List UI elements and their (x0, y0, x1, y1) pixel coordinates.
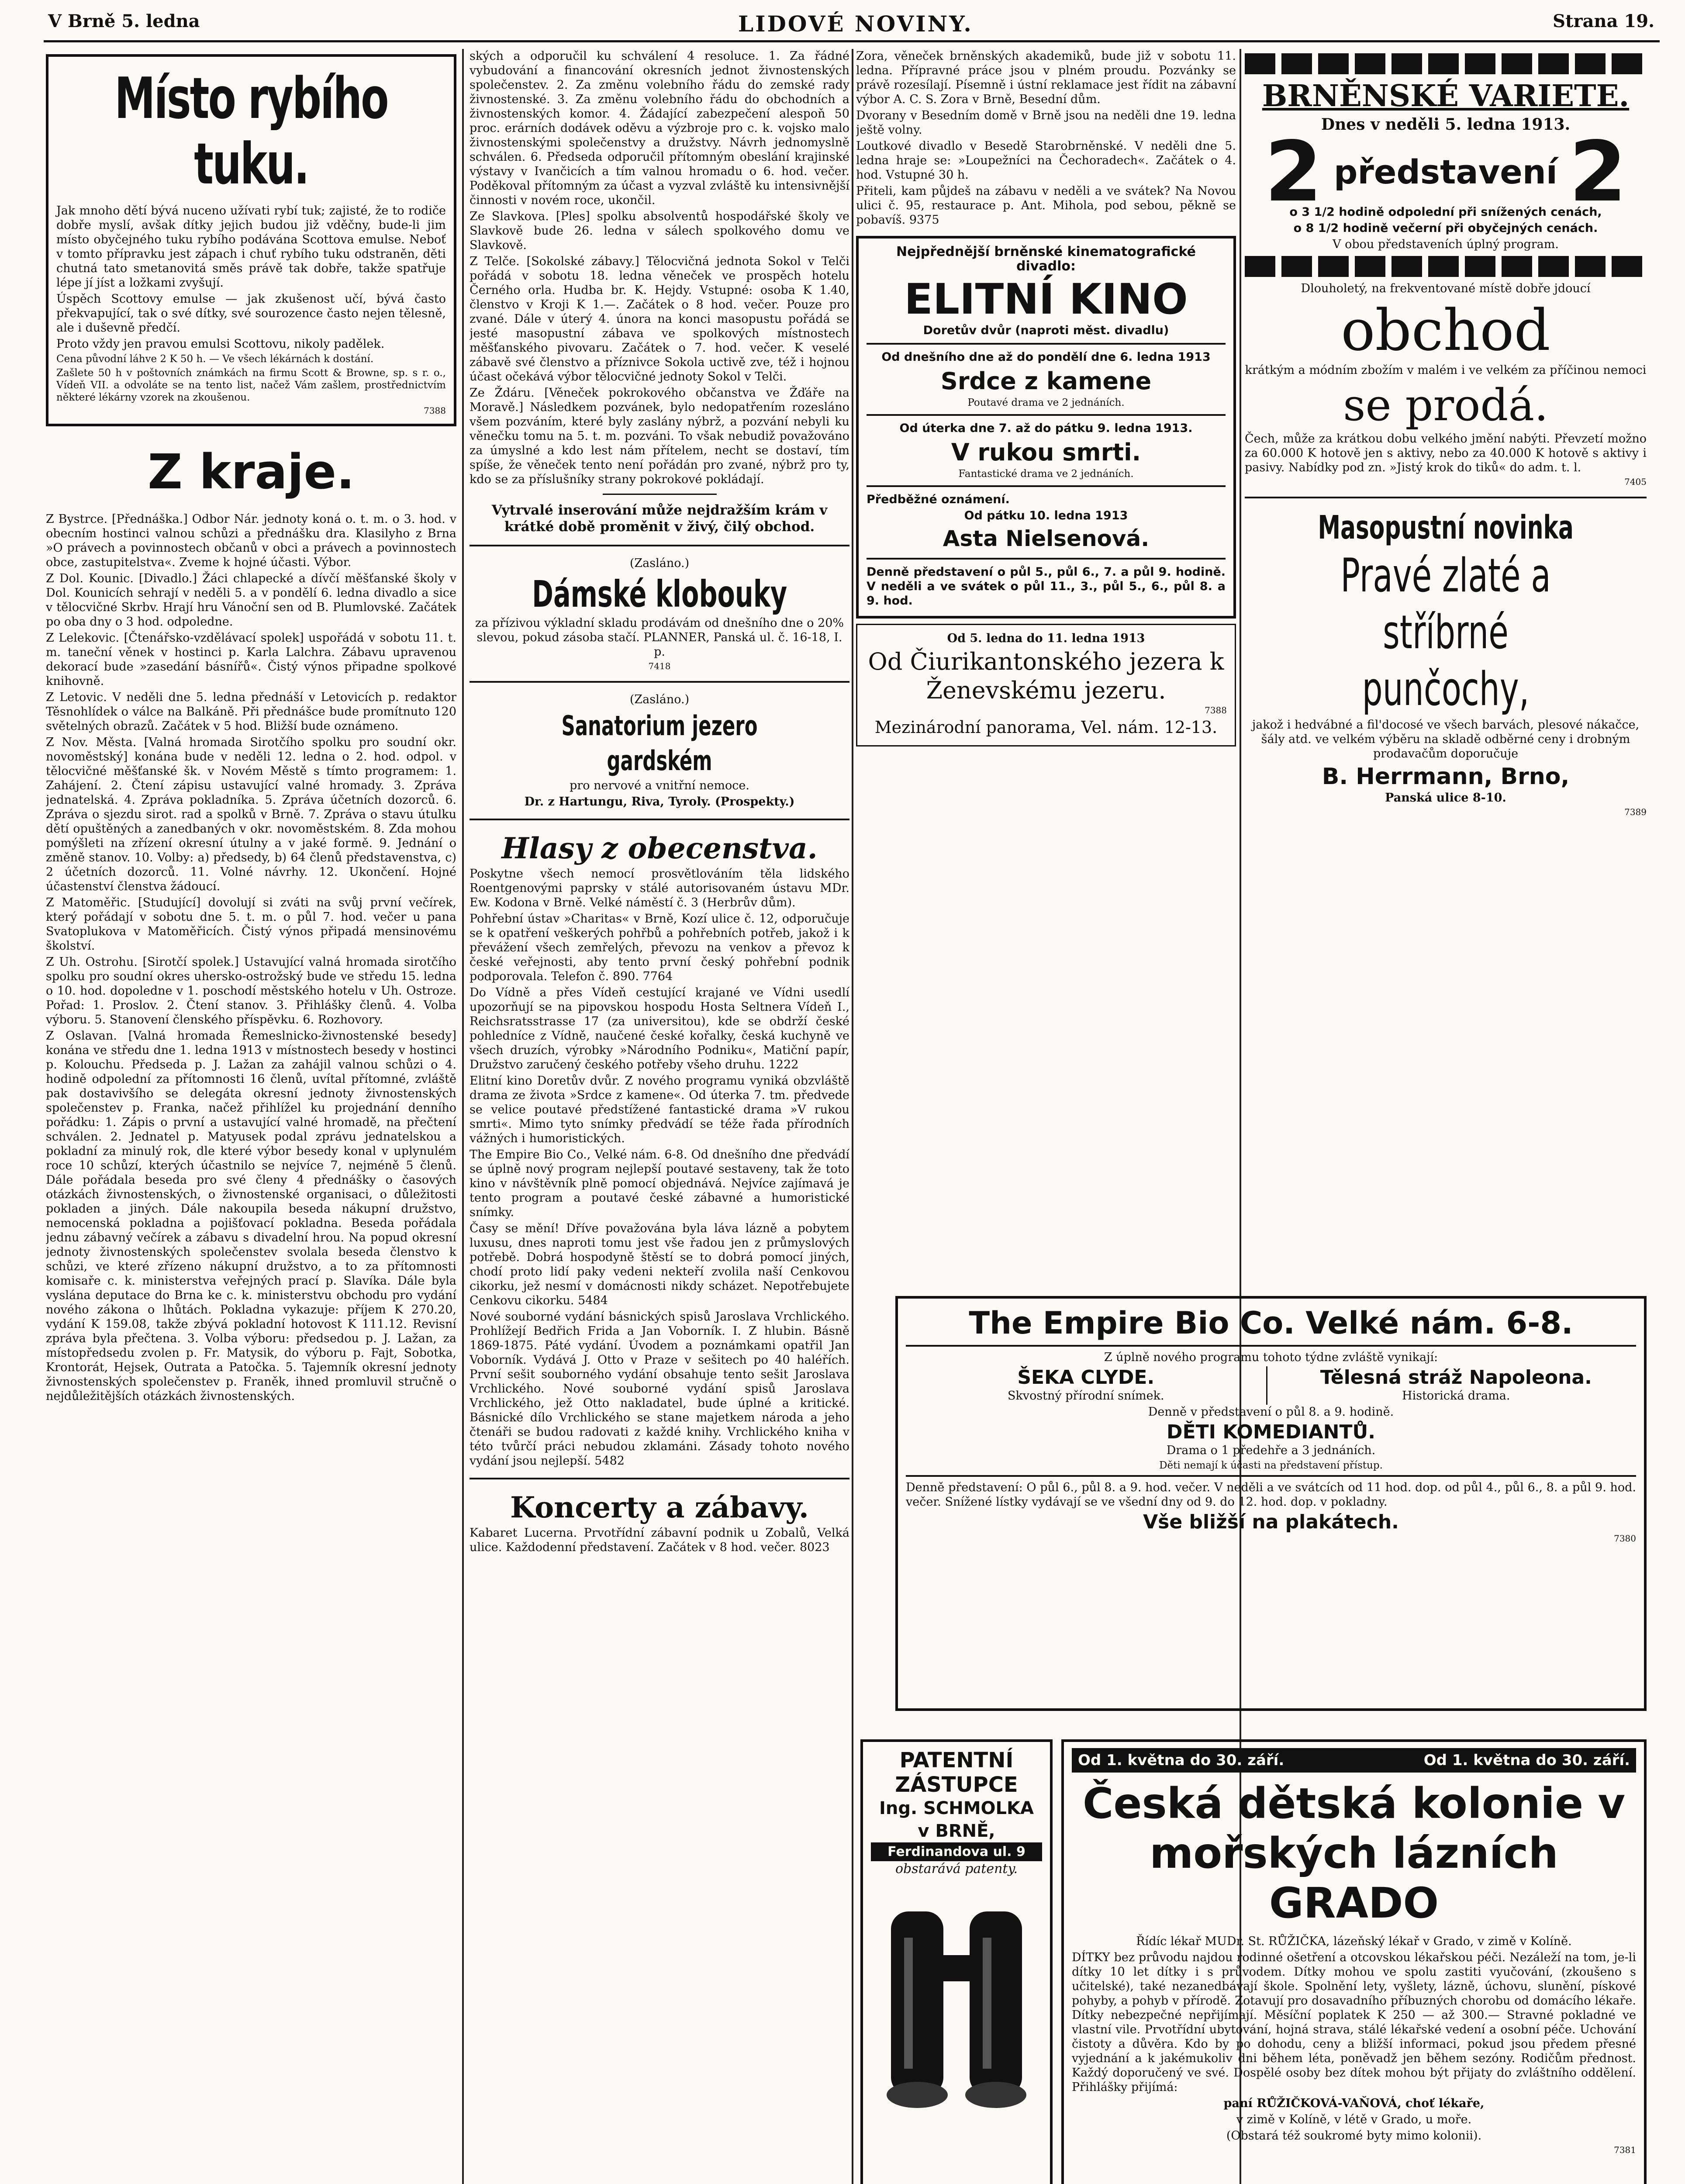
ad-empire-bio (895, 1296, 1647, 1711)
header-masthead: LIDOVÉ NOVINY. (738, 11, 973, 37)
variete-title: BRNĚNSKÉ VARIETE. (1262, 79, 1630, 114)
article-paragraph: Z Telče. [Sokolské zábavy.] Tělocvičná jednota Sokol v Telči pořádá v sobotu 18. ledna věneček ve prospěch hotelu Černého orla. Hudba br. K. Hejdy. Vstupné: osoba K 1.40, členstvo v Kroji K 1.—. Začátek o 8 hod. večer. Pouze pro zvané. Dále v úterý 4. února na konci masopustu pořádá se jesté masopustní zábava ve spolkových místnostech měšťanského pivovaru. Začátek o 7. hod. večer. K veselé zábavě své členstvo a příznivce Sokola uctivě zve, též i hojnou účast očekává výbor tělocvičné jednoty Sokol v Telči. (470, 255, 849, 384)
article-paragraph: Zora, věneček brněnských akademiků, bude již v sobotu 11. ledna. Přípravné práce jsou v plném proudu. Pozvánky se právě rozesílají. Písemně i ústní reklamace jest řídit na zábavní výbor A. C. S. Zora v Brně, Besední dům. (856, 49, 1236, 106)
article-paragraph: The Empire Bio Co., Velké nám. 6-8. Od dnešního dne předvádí se úplně nový program nejlepší poutavé sestaveny, tak že toto kino v návštěvník plně pomocí objednává. Nejvíce zajímavá je tento program a poutavé české zábavné a humoristické snímky. (470, 1148, 849, 1219)
masopust-big: Pravé zlaté a stříbrné punčochy, (1340, 549, 1551, 716)
article-paragraph: Časy se mění! Dříve považována byla láva lázně a pobytem luxusu, dnes naproti tomu jest vše řadou jen z průmyslových potřebě. Dobrá hospodyně štěstí se to dobrá pomocí jiných, chodí proto lidí paky vedeni nekteří zvolila naší Cenkovou cikorku, jež nesmí v domácnosti nikdy scházet. Nepotřebujete Cenkovu cikorku. 5484 (470, 1222, 849, 1307)
obchod-mid: krátkým a módním zbožím v malém i ve velkém za příčinou nemoci (1245, 363, 1647, 377)
ad-klobouky-title: Dámské klobouky (532, 573, 787, 615)
empire-film-left (906, 1366, 1267, 1405)
divider (906, 1345, 1636, 1347)
elitni-date: Od dnešního dne až do pondělí dne 6. ledna 1913 (881, 350, 1211, 364)
masopust-title: Masopustní novinka (1318, 509, 1574, 546)
divider (906, 1475, 1636, 1477)
column-3 (856, 49, 1236, 835)
variete-line: o 8 1/2 hodině večerní při obyčejných cenách. (1293, 221, 1598, 235)
empire-film-title: DĚTI KOMEDIANTŮ. (1167, 1421, 1375, 1443)
ad-vytrvale: Vytrvalé inserování může nejdražším krám v krátké době proměnit v živý, čilý obchod. (491, 502, 828, 535)
empire-mid: Denně v představení o půl 8. a 9. hodině. (1148, 1405, 1394, 1419)
elitni-film-sub: Poutavé drama ve 2 jednáních. (967, 397, 1125, 408)
obchod-pre: Dlouholetý, na frekventované místě dobře jdoucí (1301, 282, 1591, 295)
panorama-code: 7388 (1205, 705, 1227, 715)
empire-note: Děti nemají k účasti na představení přístup. (1159, 1460, 1383, 1471)
masopust-code: 7389 (1624, 807, 1647, 817)
empire-film-sub: Historická drama. (1402, 1389, 1510, 1403)
ad-scott-emulsion (46, 54, 456, 426)
empire-more: Vše bližší na plakátech. (1143, 1511, 1399, 1533)
article-paragraph: Z Bystrce. [Přednáška.] Odbor Nár. jednoty koná o. t. m. o 3. hod. v obecním hostinci valnou schůzi a přednášku dra. Klasilyho z Brna »O právech a povinnostech občanů v obci a právech a povinnostech obce, zastupitelstva«. Zveme k hojné účasti. Výbor. (46, 512, 456, 569)
section-heading: Hlasy z obecenstva. (501, 831, 818, 865)
ad-sanatorium-line: Dr. z Hartungu, Riva, Tyroly. (Prospekty.) (524, 795, 795, 809)
elitni-date: Od úterka dne 7. až do pátku 9. ledna 1913. (899, 422, 1193, 435)
empire-film-title: Tělesná stráž Napoleona. (1320, 1366, 1592, 1389)
obchod-text: Čech, může za krátkou dobu velkého jmění nabýti. Převzetí možno za 60.000 K hotově jen s aktivy, nebo za 40.000 K hotově s aktivy i pasivy. Nabídky pod zn. »Jistý krok do tiků« do adm. t. l. (1245, 432, 1647, 474)
ad-elitni-kino (856, 236, 1236, 619)
section-heading: Koncerty a zábavy. (510, 1490, 809, 1524)
panorama-addr: Mezinárodní panorama, Vel. nám. 12-13. (874, 718, 1218, 737)
article-paragraph: Dvorany v Besedním domě v Brně jsou na neděli dne 19. ledna ještě volny. (856, 109, 1236, 137)
elitni-showtimes: Denně představení o půl 5., půl 6., 7. a půl 9. hodině. V neděli a ve svátek o půl 11., 3., půl 5., 6., půl 8. a 9. hod. (867, 565, 1226, 608)
divider (470, 1478, 849, 1479)
grado-addr: v zimě v Kolíně, v létě v Grado, u moře. (1236, 2113, 1472, 2126)
panorama-date: Od 5. ledna do 11. ledna 1913 (947, 632, 1145, 645)
decorative-bar (1245, 256, 1647, 277)
zaslano-label: (Zasláno.) (629, 556, 690, 570)
article-paragraph: Do Vídně a přes Vídeň cestující krajané ve Vídni usedlí upozorňují se na pipovskou hospodu Hosta Seltnera Vídeň I., Reichsratsstrasse 17 (za universitou), kde se obdrží české pohledníce z Vídně, naučené české kořalky, česká kuchyně ve všech druzích, výrobky »Národního Podniku«, Matiční papír, Družstvo zaručený českého potřeby všeho druhu. 1222 (470, 986, 849, 1071)
article-paragraph: Z Matoměřic. [Studující] dovolují si zváti na svůj první večírek, který pořádají v sobotu dne 5. t. m. o půl 7. hod. večer u pana Svatoplukova v Matoměřicích. Čistý výnos připadá mensinovému školství. (46, 896, 456, 953)
masopust-addr: Panská ulice 8-10. (1385, 791, 1506, 805)
grado-title: Česká dětská kolonie v mořských lázních GRADO (1082, 1779, 1626, 1928)
empire-film-title: ŠEKA CLYDE. (1017, 1366, 1155, 1389)
masopust-firm: B. Herrmann, Brno, (1322, 764, 1570, 790)
elitni-film-title: Asta Nielsenová. (943, 526, 1150, 551)
divider (1245, 497, 1647, 498)
article-paragraph: Z Oslavan. [Valná hromada Řemeslnicko-živnostenské besedy] konána ve středu dne 1. ledna 1913 v místnostech besedy v hostinci p. Kolouchu. Předseda p. J. Lažan za zahájil valnou schůzi o 4. hodině odpolední za přítomnosti 16 členů, uvítal přítomné, zvláště pak dostavivšího se delegáta okresní jednoty živnostenských společenstev p. Franka, načež přihlížel ku projednání denního pořádku: 1. Zápis o první a ustavující valné hromadě, na přečtení schválen. 2. Jednatel p. Matyusek podal zprávu jednatelskou a pokladní za minulý rok, dle které výbor besedy konal v uplynulém roce 10 schůzí, kterých účastnilo se nejvíce 7, nejméně 5 členů. Dále pořádala beseda pro své členy 4 přednášky o časových otázkách živnostenských, o živnostenské organisaci, o důležitosti pokladen a jiných. Dále nakoupila beseda nákupní družstvo, nemocenská pokladna a pojišťovací pokladna. Beseda pořádala jednu zábavný večírek a zábavu s divadelní hrou. Na popud okresní jednoty živnostenských společenstev svolala beseda členstvo k schůzi, ve které zřízeno nákupní družstvo, a to za přítomnosti komisaře c. k. ministerstva veřejných prací p. Slavíka. Dále byla vyslána deputace do Brna ke c. k. ministerstvu obchodu pro vydání nového zákona o lhůtách. Pokladna vykazuje: příjem K 270.20, vydání K 159.08, takže zbývá pokladní hotovost K 111.12. Revisní zpráva byla přečtena. 3. Volba výboru: předsedou p. J. Lažan, za místopředsedu zvolen p. Fr. Matysik, do výboru p. Fajt, Sobotka, Krontorát, Hejsek, Outrata a Patočka. 5. Tajemník okresní jednoty živnostenských společenstev p. Franěk, ihned promluvil stručně o nejdůležitějších otázkách živnostenských. (46, 1029, 456, 1403)
grado-dates: Od 1. května do 30. září. Od 1. května do 30. září. (1072, 1748, 1636, 1773)
ad-scott-text: Proto vždy jen pravou emulsi Scottovu, nikoly padělek. (56, 337, 385, 351)
article-paragraph: Ze Slavkova. [Ples] spolku absolventů hospodářské školy ve Slavkově bude 26. ledna v sálech spolkového domu ve Slavkově. (470, 210, 849, 252)
article-paragraph: ských a odporučil ku schválení 4 resoluce. 1. Za řádné vybudování a financování okresních jednot živnostenských společenstev. 2. Za změnu volebního řádu do zemské rady živnostenské. 3. Za změnu volebního řádu do obchodních a živnostenských komor. 4. Žádající zabezpečení alespoň 50 proc. erárních dodávek oděvu a výzbroje pro c. k. vojsko malo živnostenskými společenstvy a družstvy. Návrh jednomyslně schválen. 6. Předseda odporučil přítomným obeslání krajinské výstavy v Ivančicích a tím valnou hromadu o 6. hod. večer. Poděkoval přítomným za účast a vyzval zvláště ku intensivnější činnosti v novém roce, ukončil. (470, 49, 849, 207)
article-paragraph: Z Dol. Kounic. [Divadlo.] Žáci chlapecké a dívčí měšťanské školy v Dol. Kounicích sehrají v neděli 5. a v pondělí 6. ledna divadlo a sice v tělocvičné Skrbv. Hrají hru Vánoční sen od B. Plumlovské. Začátek po oba dny o 3 hod. odpoledne. (46, 572, 456, 629)
elitni-addr: Doretův dvůr (naproti měst. divadlu) (923, 324, 1169, 337)
divider (867, 343, 1226, 345)
decorative-bar (1245, 53, 1647, 74)
ad-panorama (856, 624, 1236, 746)
masopust-text: jakož i hedvábné a fil'docosé ve všech barvách, plesové nákačce, šály atd. ve velkém výběru na skladě odběrné ceny i drobným prodavačům doporučuje (1252, 718, 1640, 760)
divider (867, 414, 1226, 416)
empire-intro: Z úplně nového programu tohoto týdne zvláště vynikají: (1104, 1351, 1438, 1364)
divider (470, 819, 849, 820)
elitni-film-sub: Fantastické drama ve 2 jednáních. (958, 468, 1134, 480)
patent-addr: Ferdinandova ul. 9 (871, 1842, 1042, 1861)
ad-sanatorium-title: Sanatorium jezero gardském (561, 710, 758, 777)
hlasy-articles (470, 867, 849, 1468)
divider (867, 485, 1226, 487)
obchod-code: 7405 (1624, 477, 1647, 487)
empire-films (906, 1366, 1636, 1405)
column-2-articles (470, 49, 849, 487)
column-rule (852, 49, 853, 2184)
patent-title: PATENTNÍ ZÁSTUPCE (895, 1748, 1018, 1797)
header-rule (44, 40, 1660, 42)
empire-showtimes: Denně představení: O půl 6., půl 8. a 9. hod. večer. V neděli a ve svátcích od 11 hod. dop. od půl 4., půl 6., 8. a půl 9. hod. večer. Snížené lístky vydávají se ve všední dny od 9. do 12. hod. dop. v pokladny. (906, 1481, 1636, 1509)
ad-scott-note: Zašlete 50 h v poštovních známkách na firmu Scott & Browne, sp. s r. o., Vídeň VII. a odvoláte se na tento list, načež Vám zašlem, prostřednictvím některé lékárny vzorek na zkoušenou. (56, 367, 446, 403)
section-heading: Z kraje. (148, 444, 355, 500)
elitni-pre: Nejpřednější brněnské kinematografické divadlo: (896, 244, 1196, 274)
column-3-articles (856, 49, 1236, 227)
divider (867, 558, 1226, 560)
patent-city: v BRNĚ, (918, 1821, 995, 1841)
article-paragraph: Z Uh. Ostrohu. [Sirotčí spolek.] Ustavující valná hromada sirotčího spolku pro soudní okres uhersko-ostrožský bude ve středu 15. ledna o 10. hod. dopoledne v 1. poschodí městského hotelu v Uh. Ostroze. Pořad: 1. Proslov. 2. Čtení stanov. 3. Přihlášky členů. 4. Volba výboru. 5. Stanovení členského příspěvku. 6. Rozhovory. (46, 955, 456, 1026)
variete-line: o 3 1/2 hodině odpolední při snížených cenách, (1289, 205, 1602, 219)
ad-patent-attorney (860, 1739, 1053, 2184)
elitni-name: ELITNÍ KINO (904, 275, 1188, 324)
ad-scott-title: Místo rybího tuku. (114, 65, 388, 197)
obchod-sale: se prodá. (1343, 380, 1548, 431)
patent-name: Ing. SCHMOLKA (879, 1798, 1034, 1818)
article-paragraph: Z Lelekovic. [Čtenářsko-vzdělávací spolek] uspořádá v sobotu 11. t. m. taneční věnek v hostinci p. Karla Lalchra. Zábavu upravenou dekorací bude »zasedání básnířů«. Čistý výnos připadne spolkové knihovně. (46, 631, 456, 688)
divider (470, 545, 849, 546)
header-date: V Brně 5. ledna (48, 11, 200, 31)
article-paragraph: Elitní kino Doretův dvůr. Z nového programu vyniká obzvláště drama ze života »Srdce z kamene«. Od úterka 7. tm. předvede se velice poutavé předstížené fantastické drama »V rukou smrti«. Mimo tyto snímky předvádí se téže řada přírodních vážných i humoristických. (470, 1074, 849, 1145)
empire-film-sub: Drama o 1 předehře a 3 jednáních. (1166, 1444, 1376, 1457)
ad-grado-colony (1061, 1739, 1647, 2184)
binoculars-icon (874, 1885, 1039, 2130)
article-paragraph: Z Letovic. V neděli dne 5. ledna přednáší v Letovicích p. redaktor Těsnohlídek o válce na Balkáně. Při přednášce bude promítnuto 120 světelných obrazů. Začátek v 5 hod. Bližší bude oznámeno. (46, 691, 456, 733)
variete-performances: 2 představení 2 (1264, 124, 1627, 220)
grado-firm: paní RŮŽIČKOVÁ-VAŇOVÁ, choť lékaře, (1223, 2097, 1485, 2110)
koncerty-text: Kabaret Lucerna. Prvotřídní zábavní podnik u Zobalů, Velká ulice. Každodenní představení. Začátek v 8 hod. večer. 8023 (470, 1526, 849, 1554)
ad-scott-code: 7388 (424, 405, 446, 416)
elitni-announce: Předběžné oznámení. (867, 493, 1010, 506)
z-kraje-articles (46, 512, 456, 1403)
ad-scott-text: Jak mnoho dětí bývá nuceno užívati rybí tuk; zajisté, že to rodiče dobře myslí, avšak dítky jejich budou již vděčny, bude-li jim místo obyčejného tuku rybího podávána Scottova emulse. Neboť v tomto přípravku jest zápach i chuť rybího tuku odstraněn, děti chutná tato smetanovitá směs právě tak dobře, takže spatřuje lépe jí jíst a ložkami zvyšují. (56, 204, 446, 290)
ad-sanatorium-sub: pro nervové a vnitřní nemoce. (570, 779, 749, 792)
ad-scott-text: Úspěch Scottovy emulse — jak zkušenost učí, bývá často překvapující, tak o své dítky, své sourozence často nejen tělesně, ale i duševně předčí. (56, 292, 446, 335)
article-paragraph: Loutkové divadlo v Besedě Starobrněnské. V neděli dne 5. ledna hraje se: »Loupežníci na Čechoradech«. Začátek o 4. hod. Vstupné 30 h. (856, 139, 1236, 182)
elitni-film-title: V rukou smrti. (951, 439, 1141, 466)
grado-code: 7381 (1614, 2145, 1636, 2155)
grado-note: (Obstará též soukromé byty mimo kolonii). (1226, 2129, 1482, 2143)
panorama-title: Od Čiurikantonského jezera k Ženevskému jezeru. (868, 648, 1224, 704)
obchod-big: obchod (1341, 297, 1550, 363)
grado-doctor: Řídíc lékař MUDr. St. RŮŽIČKA, lázeňský lékař v Grado, v zimě v Kolíně. (1136, 1935, 1572, 1948)
ad-klobouky-code: 7418 (648, 661, 671, 671)
empire-title: The Empire Bio Co. Velké nám. 6-8. (969, 1305, 1573, 1341)
article-paragraph: Pohřební ústav »Charitas« v Brně, Kozí ulice č. 12, odporučuje se k opatření veškerých pohřbů a pohřebních potřeb, jakož i k převážení všech zemřelých, převozu na venkov a převoz k české veřejnosti, aby tento první český pohřební podnik podporovala. Telefon č. 890. 7764 (470, 912, 849, 983)
divider (470, 681, 849, 683)
article-paragraph: Z Nov. Města. [Valná hromada Sirotčího spolku pro soudní okr. novoměstský] konána bude v neděli 12. ledna o 2. hod. odpol. v tělocvičné měšťanské šk. v Novém Městě s tímto programem: 1. Zahájení. 2. Čtení zápisu ustavující valné hromady. 3. Zpráva jednatelská. 4. Zpráva pokladníka. 5. Zpráva účetních dozorců. 6. Zpráva o sjezdu sirot. rad a spolků v Brně. 7. Zpráva o stavu útulku dětí opuštěných a zanedbaných v okr. novoměstském. 8. Zda mohou pomýšleti na zřízení okresní útulny a v jaké formě. 9. Jednání o změně stanov. 10. Volby: a) předsedy, b) 64 členů představenstva, c) 2 účetních dozorců. 11. Volné návrhy. 12. Ukončení. Hojné účastenství členstva žádoucí. (46, 736, 456, 893)
article-paragraph: Nové souborné vydání básnických spisů Jaroslava Vrchlického. Prohlížejí Bedřich Frida a Jan Voborník. I. Z hlubin. Básně 1869-1875. Páté vydání. Úvodem a poznámkami opatřil Jan Voborník. Vydává J. Otto v Praze v sešitech po 40 haléřích. První sešit souborného vydání obsahuje tento sešit Jaroslava Vrchlického. Nové souborné vydání spisů Jaroslava Vrchlického, jež Otto nakladatel, bude úplné a kritické. Básnické dílo Vrchlického se stane majetkem národa a jeho čtenáři se budou radovati z každé knihy. Vrchlického kniha v této tvůrčí práci nebudou zklamáni. Zásady tohoto nového vydání jsou nejlepší. 5482 (470, 1310, 849, 1468)
article-paragraph: Ze Ždáru. [Věneček pokrokového občanstva ve Žďáře na Moravě.] Následkem pozvánek, bylo nedopatřením rozesláno všem pozváním, které byly zaslány nýbrž, a pozvání nebyli ku věnečku tomu na 5. t. m. pozváni. To však nebudiž považováno za úmyslné a kdo lest nám přítelem, necht se dostaví, tím spíše, že věneček tento není pořádán pro zvané, nýbrž pro ty, kdo se za příslušníky strany pokrokové pokládají. (470, 386, 849, 486)
ad-klobouky-text: za přízivou výkladní skladu prodávám od dnešního dne o 20% slevou, pokud zásoba stačí. PLANNER, Panská ul. č. 16-18, I. p. (475, 616, 844, 659)
column-2 (470, 49, 849, 2184)
empire-film-right (1276, 1366, 1637, 1405)
zaslano-label: (Zasláno.) (629, 693, 690, 706)
article-paragraph: Poskytne všech nemocí prosvětlováním těla lidského Roentgenovými paprsky v stálé autorisovaném ústavu MDr. Ew. Kodona v Brně. Velké náměstí č. 3 (Herbrův dům). (470, 867, 849, 909)
variete-date: Dnes v neděli 5. ledna 1913. (1321, 115, 1571, 134)
ad-scott-price: Cena původní láhve 2 K 50 h. — Ve všech lékárnách k dostání. (56, 353, 374, 365)
variete-line: V obou představeních úplný program. (1333, 238, 1559, 251)
empire-film-sub: Skvostný přírodní snímek. (1007, 1389, 1164, 1403)
column-1 (46, 49, 456, 2184)
empire-code: 7380 (1614, 1533, 1636, 1544)
column-rule (462, 49, 464, 2184)
article-paragraph: Přiteli, kam půjdeš na zábavu v neděli a ve svátek? Na Novou ulici č. 95, restaurace p. Ant. Mihola, pod sebou, pěkně se pobavíš. 9375 (856, 184, 1236, 227)
header-page-number: Strana 19. (1553, 11, 1654, 31)
patent-service: obstarává patenty. (895, 1861, 1018, 1876)
divider (603, 494, 717, 495)
elitni-date: Od pátku 10. ledna 1913 (964, 509, 1128, 522)
elitni-film-title: Srdce z kamene (940, 367, 1152, 395)
grado-text: DÍTKY bez průvodu najdou rodinné ošetření a otcovskou lékařskou péči. Nezáleží na tom, je-li dítky 10 let dítky i s průvodem. Dítky mohou ve spolu zastiti vyučování, (zkoušeno s učitelské), také nezanedbávají škole. Spolnění lety, vyšlety, lázně, úchovu, slunění, pískové pohyby, a pohyb v přírodě. Zotavují pro dosavadního příbuzných chorobu od domácího lékaře. Dítky nebezpečné nepřijímají. Měsíční poplatek K 250 — až 300.— Stravné pokladné ve vlastní vile. Prvotřídní ubytování, hojná strava, stálé lékařské vedení a osobní péče. Uchování čistoty a důvěra. Kdo by po dohodu, ceny a bližší informaci, pokud jsou předem přesné vyjednání a k jakémukoliv dni během léta, poněvadž jen během sezóny. Rodičům přednost. Každý doporučený ve své. Dospělé osoby bez dítek mohou být přijaty do zvláštního oddělení. Přihlášky přijímá: (1072, 1951, 1636, 2094)
column-4 (1245, 49, 1647, 835)
